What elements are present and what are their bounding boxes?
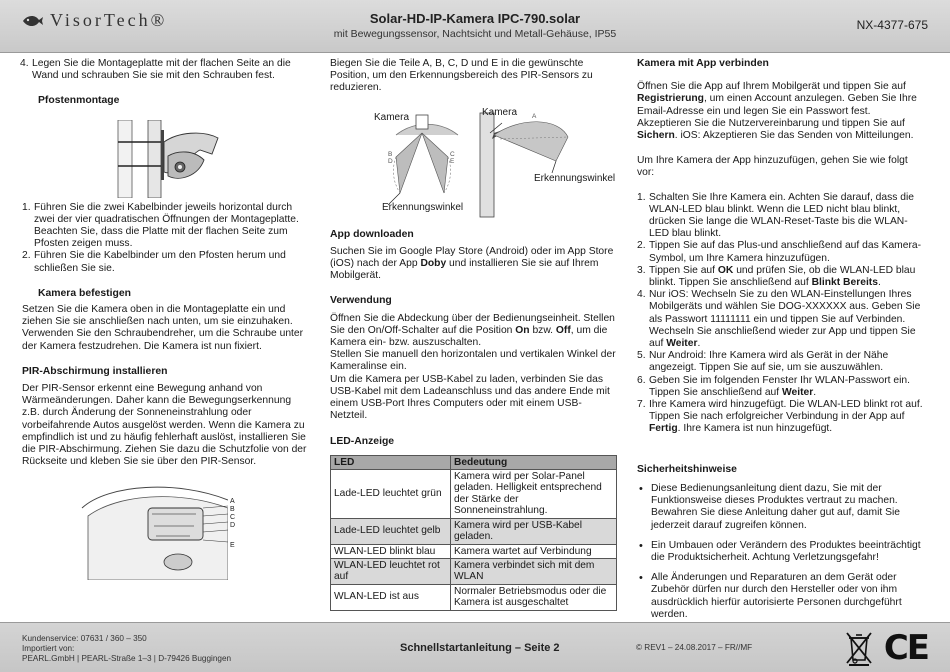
list-item: • Ein Umbauen oder Verändern des Produktes beeinträchtigt die Produktsicherheit. Achtung Verletzungsgefahr! (637, 540, 927, 564)
post-step-2: 2. Führen Sie die Kabelbinder um den Pfosten herum und schließen Sie sie. (22, 250, 286, 274)
weee-bin-icon (844, 630, 874, 666)
safety-heading: Sicherheitshinweise (637, 463, 737, 475)
product-title: Solar-HD-IP-Kamera IPC-790.solar (369, 11, 581, 26)
detection-angle-diagram (330, 107, 617, 225)
safety-list (637, 483, 927, 621)
pir-shield-illustration (22, 480, 310, 580)
list-item: 5. Nur Android: Ihre Kamera wird als Gerät in der Nähe angezeigt. Tippen Sie auf sie, um sie auszuwählen. (637, 350, 889, 374)
table-row: WLAN-LED blinkt blau Kamera wartet auf Verbindung (331, 544, 617, 558)
diagram-letter-e: E (450, 157, 455, 165)
page-footer (0, 622, 950, 672)
list-item: • Alle Änderungen und Reparaturen an dem Gerät oder Zubehör dürfen nur durch den Hersteller oder von ihm ausdrücklich hierfür autorisierte Personen durchgeführt werden. (637, 572, 927, 621)
connect-app-heading: Kamera mit App verbinden (637, 58, 769, 69)
fish-logo-icon (22, 14, 44, 28)
camera-label-left: Kamera (374, 111, 410, 123)
usage-heading: Verwendung (330, 295, 392, 307)
pir-label-e: E (230, 542, 235, 550)
detection-angle-label-right: Erkennungswinkel (534, 172, 616, 184)
camera-label-right: Kamera (482, 106, 518, 118)
camera-attach-text: Setzen Sie die Kamera oben in die Montageplatte ein und ziehen Sie sie anschließen nach unten, um sie einzuhaken. Verwenden Sie den Schraubendreher, um die Schraube unter der Kamera festzudrehen. Die Kamera ist nun fixiert. (22, 304, 304, 352)
diagram-letter-c: C (450, 150, 455, 158)
bend-parts-text: Biegen Sie die Teile A, B, C, D und E in die gewünschte Position, um den Erkennungsbereich des PIR-Sensors zu reduzieren. (330, 58, 593, 94)
pir-label-c: C (230, 514, 236, 522)
camera-attach-heading: Kamera befestigen (38, 287, 131, 299)
usage-text-2: Stellen Sie manuell den horizontalen und vertikalen Winkel der Kameralinse ein. (330, 349, 616, 373)
list-item: 2. Tippen Sie auf das Plus-und anschließend auf das Kamera-Symbol, um Ihre Kamera hinzuzufügen. (637, 240, 922, 264)
brand-name: VisorTech® (50, 10, 168, 30)
led-table (330, 455, 617, 611)
item-number: NX-4377-675 (856, 18, 928, 32)
column-right (637, 58, 927, 629)
list-item: • Diese Bedienungsanleitung dient dazu, Sie mit der Funktionsweise dieses Produktes vertraut zu machen. Bewahren Sie diese Anleitung daher gut auf, damit Sie jederzeit darauf zugreifen können. (637, 483, 927, 532)
table-row: Lade-LED leuchtet gelb Kamera wird per USB-Kabel geladen. (331, 518, 617, 544)
add-camera-intro: Um Ihre Kamera der App hinzuzufügen, gehen Sie wie folgt vor: (637, 155, 908, 179)
column-middle (330, 58, 617, 611)
pir-label-b: B (230, 506, 235, 514)
product-subtitle: mit Bewegungssensor, Nachtsicht und Metall-Gehäuse, IP55 (333, 28, 617, 40)
app-download-heading: App downloaden (330, 228, 414, 240)
post-step-1: 1. Führen Sie die zwei Kabelbinder jeweils horizontal durch zwei der vier quadratischen Öffnungen der Montageplatte. Beachten Sie, dass die Platte mit der flachen Seite zum Pfosten zeigen muss. (22, 201, 299, 250)
pir-label-a: A (230, 498, 235, 506)
mount-step-4: 4. Legen Sie die Montageplatte mit der flachen Seite an die Wand und schrauben Sie sie mit den Schrauben fest. (20, 58, 291, 82)
customer-service: Kundenservice: 07631 / 360 – 350 (22, 634, 147, 643)
post-mount-heading: Pfostenmontage (38, 95, 120, 107)
post-mount-illustration (108, 120, 258, 198)
led-table-header-meaning: Bedeutung (451, 455, 617, 469)
connect-app-text: Öffnen Sie die App auf Ihrem Mobilgerät und tippen Sie auf Registrierung, um einen Account anzulegen. Geben Sie Ihre Email-Adresse ein und legen Sie ein Passwort fest. Akzeptieren Sie die Nutzervereinbarung und tippen Sie auf Sichern. iOS: Akzeptieren Sie das Senden von Mitteilungen. (637, 81, 917, 142)
diagram-letter-a: A (532, 112, 537, 120)
ce-mark-icon: CE (883, 628, 928, 668)
brand-logo (22, 10, 167, 31)
diagram-letter-d: D (388, 157, 393, 165)
list-item: 7. Ihre Kamera wird hinzugefügt. Die WLAN-LED blinkt rot auf. Tippen Sie nach erfolgreicher Verbindung in der App auf Fertig. Ihre Kamera ist nun hinzugefügt. (637, 399, 923, 435)
list-item: 1. Schalten Sie Ihre Kamera ein. Achten Sie darauf, dass die WLAN-LED blau blinkt. Wenn die LED nicht blau blinkt, drücken Sie lange die WLAN-Reset-Taste bis die WLAN-LED blau blinkt. (637, 191, 915, 240)
pir-text: Der PIR-Sensor erkennt eine Bewegung anhand von Wärmeänderungen. Daher kann die Bewegungserkennung z.B. durch Änderung der Sonneneinstrahlung oder vorbeifahrende Autos ausgelöst werden. Wenn die Kamera zu empfindlich ist und zu häufig fehlerhaft auslöst, installieren Sie die PIR-Abschirmung. Ziehen Sie dazu die Schutzfolie von der Rückseite und kleben Sie sie über den PIR-Sensor. (22, 383, 307, 468)
pir-heading: PIR-Abschirmung installieren (22, 365, 168, 377)
importer-address: PEARL.GmbH | PEARL-Straße 1–3 | D-79426 Buggingen (22, 653, 232, 663)
list-item: 3. Tippen Sie auf OK und prüfen Sie, ob die WLAN-LED blau blinkt. Tippen Sie anschließend auf Blinkt Bereits. (637, 264, 916, 289)
add-camera-steps (637, 192, 927, 436)
app-download-text: Suchen Sie im Google Play Store (Android) oder im App Store (iOS) nach der App Doby und installieren Sie sie auf Ihrem Mobilgerät. (330, 245, 614, 282)
usage-text-1: Öffnen Sie die Abdeckung über der Bedienungseinheit. Stellen Sie den On/Off-Schalter auf die Position On bzw. Off, um die Kamera ein- bzw. auszuschalten. (330, 312, 615, 349)
usage-text-3: Um die Kamera per USB-Kabel zu laden, verbinden Sie das USB-Kabel mit dem Ladeanschluss und das andere Ende mit einem USB-Port Ihres Computers oder mit einem USB-Netzteil. (330, 373, 610, 422)
page-label: Schnellstartanleitung – Seite 2 (400, 642, 560, 654)
revision-info: © REV1 – 24.08.2017 – FR//MF (636, 643, 753, 652)
page-header (0, 0, 950, 53)
list-item: 6. Geben Sie im folgenden Fenster Ihr WLAN-Passwort ein. Tippen Sie anschließend auf Weiter. (637, 374, 910, 398)
table-row: Lade-LED leuchtet grün Kamera wird per Solar-Panel geladen. Helligkeit entsprechend der Stärke der Sonneneinstrahlung. (331, 470, 617, 519)
column-left (22, 58, 310, 580)
detection-angle-label-left: Erkennungswinkel (382, 201, 464, 213)
led-table-header-led: LED (331, 455, 451, 469)
led-heading: LED-Anzeige (330, 436, 395, 448)
importer-label: Importiert von: (22, 643, 75, 653)
table-row: WLAN-LED ist aus Normaler Betriebsmodus oder die Kamera ist ausgeschaltet (331, 584, 617, 610)
table-row: WLAN-LED leuchtet rot auf Kamera verbindet sich mit dem WLAN (331, 558, 617, 584)
list-item: 4. Nur iOS: Wechseln Sie zu den WLAN-Einstellungen Ihres Mobilgeräts und wählen Sie DOG-XXXXXX aus. Geben Sie als Passwort 11111111 ein und tippen Sie auf Verbinden. Wechseln Sie anschließend wieder zur App und tippen Sie auf Weiter. (637, 289, 921, 350)
pir-label-d: D (230, 522, 236, 530)
diagram-letter-b: B (388, 150, 393, 158)
